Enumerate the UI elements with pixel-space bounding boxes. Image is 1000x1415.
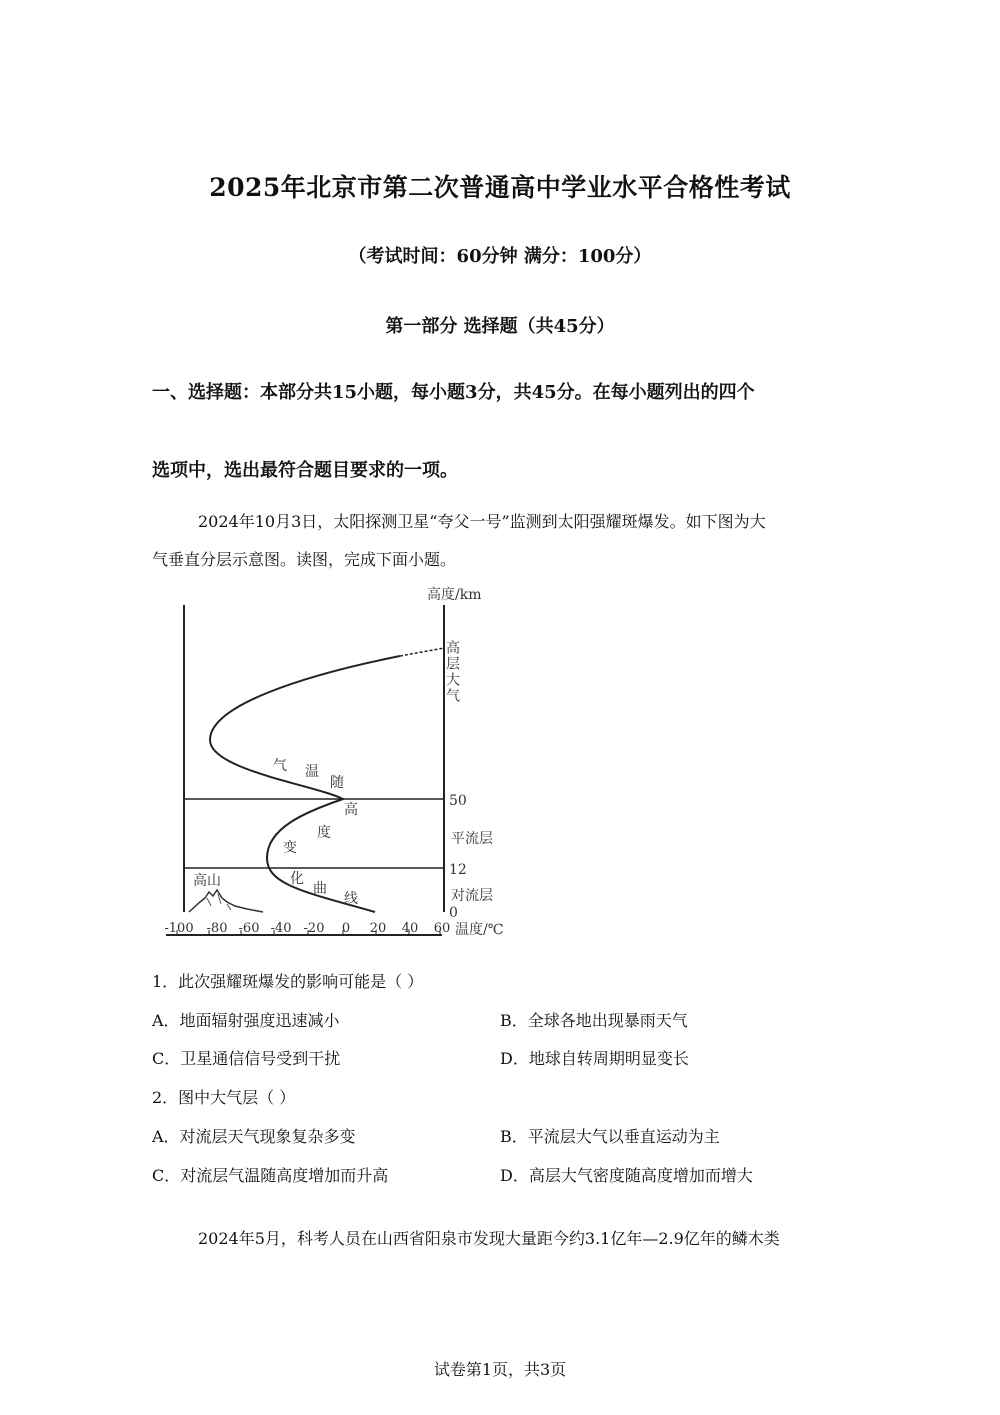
x-tick-label: 0 — [341, 921, 351, 936]
intro-line1: 2024年10月3日，太阳探测卫星“夸父一号”监测到太阳强耀斑爆发。如下图为大 — [198, 512, 766, 531]
curve-label-char: 线 — [344, 891, 358, 907]
layer-label-upper-atmosphere: 高层大气 — [444, 640, 460, 704]
x-tick-label: -100 — [164, 921, 194, 936]
question-2-option-b[interactable]: B．平流层大气以垂直运动为主 — [500, 1127, 720, 1146]
height-mark-50: 50 — [449, 793, 467, 809]
x-tick-label: -80 — [206, 921, 228, 936]
height-mark-0: 0 — [449, 905, 458, 921]
question-1-option-a[interactable]: A．地面辐射强度迅速减小 — [152, 1011, 340, 1030]
height-mark-12: 12 — [449, 862, 467, 878]
y-axis-label: 高度/km — [427, 587, 482, 603]
question-2-option-a[interactable]: A．对流层天气现象复杂多变 — [152, 1127, 356, 1146]
curve-label-char: 曲 — [313, 881, 327, 897]
question-1-option-d[interactable]: D．地球自转周期明显变长 — [500, 1049, 689, 1068]
question-2-option-d[interactable]: D．高层大气密度随高度增加而增大 — [500, 1166, 753, 1185]
x-tick-label: -60 — [238, 921, 260, 936]
curve-label-char: 温 — [305, 764, 319, 780]
question-1-stem: 1．此次强耀斑爆发的影响可能是（ ） — [152, 972, 424, 991]
next-intro: 2024年5月，科考人员在山西省阳泉市发现大量距今约3.1亿年—2.9亿年的鳞木类 — [198, 1229, 780, 1248]
question-1-option-c[interactable]: C．卫星通信信号受到干扰 — [152, 1049, 341, 1068]
x-tick-label: -40 — [270, 921, 292, 936]
x-tick-label: 20 — [369, 921, 387, 936]
layer-label-troposphere: 对流层 — [451, 888, 493, 904]
curve-label-char: 化 — [290, 871, 304, 887]
intro-line2: 气垂直分层示意图。读图，完成下面小题。 — [152, 550, 457, 569]
question-1-option-b[interactable]: B．全球各地出现暴雨天气 — [500, 1011, 688, 1030]
curve-label-char: 随 — [330, 775, 344, 791]
temperature-curve — [210, 656, 400, 912]
x-tick-label: 60 — [433, 921, 451, 936]
curve-label-char: 气 — [273, 758, 287, 774]
page-footer: 试卷第1页，共3页 — [433, 1360, 567, 1379]
curve-label-char: 度 — [317, 825, 331, 841]
temperature-curve-dashed — [400, 648, 444, 656]
mountain-shape — [189, 890, 263, 912]
x-axis-label: 温度/℃ — [455, 922, 504, 938]
part-title: 第一部分 选择题（共45分） — [385, 316, 615, 337]
x-tick-labels — [164, 921, 450, 936]
curve-label-char: 高 — [344, 802, 358, 818]
question-2-option-c[interactable]: C．对流层气温随高度增加而升高 — [152, 1166, 389, 1185]
atmosphere-layer-diagram — [155, 580, 535, 945]
x-tick-label: 40 — [401, 921, 419, 936]
section-heading-line2: 选项中，选出最符合题目要求的一项。 — [152, 460, 458, 481]
curve-label-char: 变 — [283, 840, 297, 856]
x-tick-label: -20 — [303, 921, 325, 936]
question-2-stem: 2．图中大气层（ ） — [152, 1088, 296, 1107]
exam-title: 2025年北京市第二次普通高中学业水平合格性考试 — [209, 173, 791, 202]
layer-label-stratosphere: 平流层 — [451, 831, 493, 847]
mountain-label: 高山 — [193, 873, 221, 889]
section-heading-line1: 一、选择题：本部分共15小题，每小题3分，共45分。在每小题列出的四个 — [152, 382, 755, 403]
exam-subtitle: （考试时间：60分钟 满分：100分） — [348, 246, 652, 267]
